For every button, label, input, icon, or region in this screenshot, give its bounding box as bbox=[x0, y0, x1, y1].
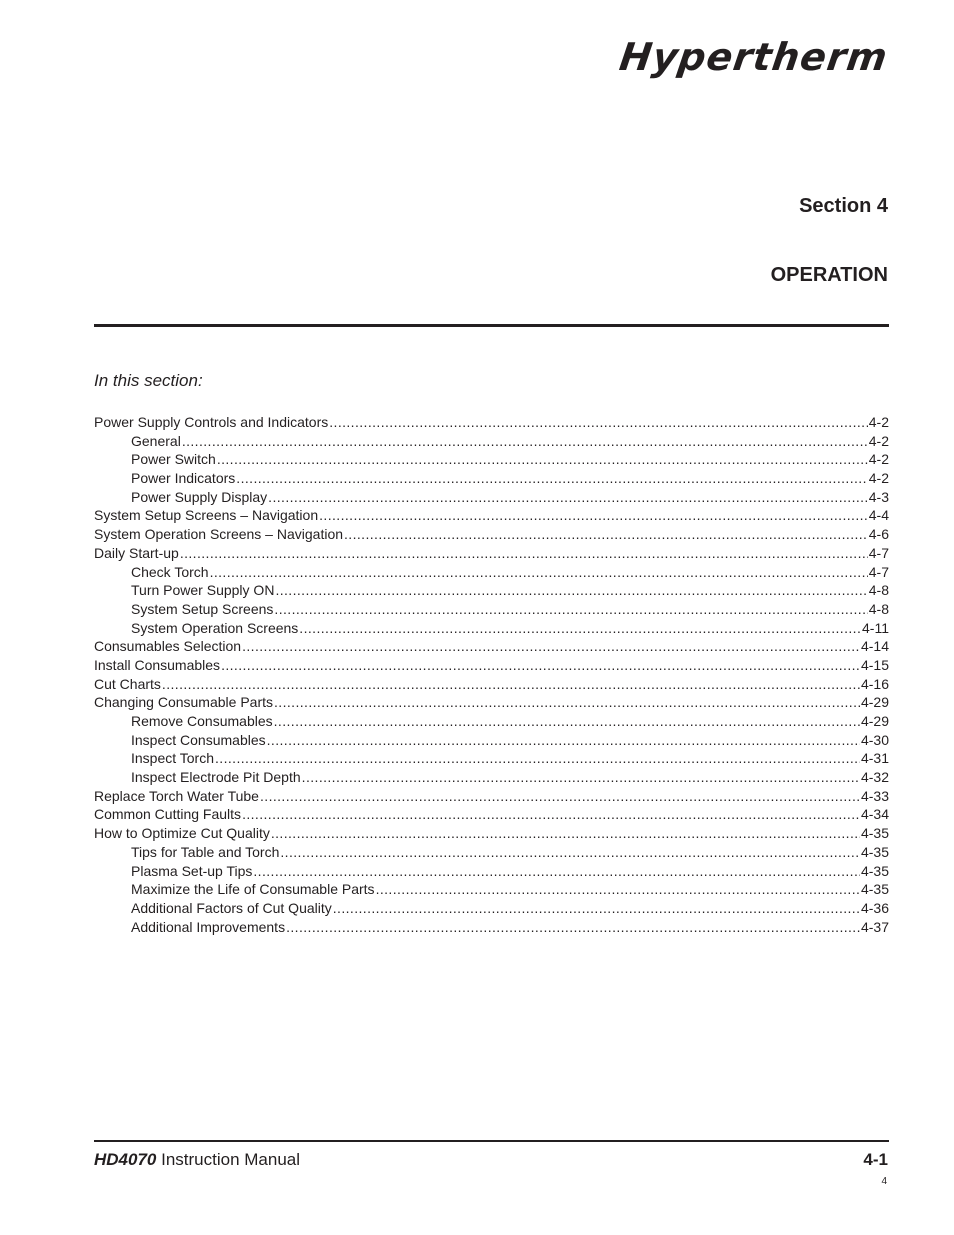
toc-entry-page: 4-7 bbox=[868, 563, 889, 580]
toc-entry-title: Changing Consumable Parts bbox=[94, 694, 273, 711]
toc-leader-dots bbox=[268, 488, 868, 507]
toc-entry-title: Remove Consumables bbox=[131, 713, 273, 729]
toc-entry-title: System Setup Screens bbox=[131, 600, 274, 617]
footer-title bbox=[94, 1150, 300, 1170]
toc-entry[interactable] bbox=[94, 450, 889, 469]
toc-entry-page: 4-16 bbox=[860, 675, 889, 692]
toc-leader-dots bbox=[180, 544, 868, 563]
toc-leader-dots bbox=[344, 525, 868, 544]
toc-entry[interactable] bbox=[94, 918, 889, 937]
toc-leader-dots bbox=[221, 656, 860, 675]
toc-entry-title: Additional Factors of Cut Quality bbox=[131, 899, 332, 916]
toc-entry[interactable] bbox=[94, 432, 889, 451]
toc-entry[interactable] bbox=[94, 675, 889, 694]
toc-entry[interactable] bbox=[94, 805, 889, 824]
toc-entry-page: 4-3 bbox=[868, 488, 889, 505]
toc-leader-dots bbox=[274, 712, 860, 731]
toc-entry[interactable] bbox=[94, 656, 889, 675]
toc-entry-title: Turn Power Supply ON bbox=[131, 582, 275, 599]
toc-entry-title: Power Indicators bbox=[131, 470, 236, 487]
toc-leader-dots bbox=[253, 862, 860, 881]
toc-entry[interactable] bbox=[94, 544, 889, 563]
toc-leader-dots bbox=[376, 880, 860, 899]
toc-leader-dots bbox=[274, 693, 860, 712]
toc-leader-dots bbox=[274, 600, 867, 619]
toc-entry-title: Power Switch bbox=[131, 451, 216, 468]
toc-leader-dots bbox=[182, 432, 868, 451]
toc-entry-page: 4-31 bbox=[860, 750, 889, 767]
toc-entry-page: 4-2 bbox=[868, 432, 889, 449]
toc-entry[interactable] bbox=[94, 488, 889, 507]
toc-entry-title: Check Torch bbox=[131, 563, 209, 580]
toc-entry[interactable] bbox=[94, 824, 889, 843]
toc-leader-dots bbox=[217, 450, 868, 469]
toc-entry-page: 4-32 bbox=[860, 769, 889, 786]
toc-entry-title: Inspect Consumables bbox=[131, 731, 266, 748]
toc-leader-dots bbox=[210, 563, 868, 582]
intro-heading: In this section: bbox=[94, 371, 203, 390]
toc-entry[interactable] bbox=[94, 843, 889, 862]
toc-entry-page: 4-2 bbox=[868, 414, 889, 430]
footer-model: HD4070 bbox=[94, 1150, 157, 1169]
footer-manual: Instruction Manual bbox=[161, 1150, 301, 1169]
footer-divider bbox=[94, 1140, 889, 1142]
chapter-title: OPERATION bbox=[770, 264, 888, 286]
toc-entry[interactable] bbox=[94, 563, 889, 582]
toc-entry-title: Consumables Selection bbox=[94, 638, 242, 655]
toc-leader-dots bbox=[267, 731, 860, 750]
toc-entry-title: Daily Start-up bbox=[94, 544, 179, 561]
toc-entry-page: 4-35 bbox=[860, 843, 889, 860]
toc-entry-page: 4-34 bbox=[860, 806, 889, 823]
toc-entry-page: 4-35 bbox=[860, 862, 889, 879]
toc-entry[interactable] bbox=[94, 506, 889, 525]
toc-entry-page: 4-30 bbox=[860, 731, 889, 748]
page-index: 4 bbox=[881, 1176, 887, 1187]
toc-entry-title: Maximize the Life of Consumable Parts bbox=[131, 881, 375, 898]
toc-entry-title: Power Supply Controls and Indicators bbox=[94, 414, 329, 430]
toc-entry[interactable] bbox=[94, 768, 889, 787]
toc-leader-dots bbox=[242, 637, 860, 656]
toc-entry[interactable] bbox=[94, 712, 889, 731]
toc-entry-title: Power Supply Display bbox=[131, 488, 268, 505]
toc-leader-dots bbox=[242, 805, 860, 824]
toc-entry-page: 4-8 bbox=[868, 582, 889, 599]
toc-entry-title: Additional Improvements bbox=[131, 918, 286, 935]
toc-leader-dots bbox=[215, 749, 860, 768]
toc-entry[interactable] bbox=[94, 637, 889, 656]
toc-entry-title: Install Consumables bbox=[94, 656, 221, 673]
toc-entry-page: 4-33 bbox=[860, 787, 889, 804]
toc-leader-dots bbox=[333, 899, 860, 918]
toc-entry[interactable] bbox=[94, 525, 889, 544]
toc-leader-dots bbox=[275, 581, 867, 600]
toc-entry-page: 4-29 bbox=[860, 713, 889, 729]
toc-entry-page: 4-29 bbox=[860, 694, 889, 711]
toc-entry[interactable] bbox=[94, 731, 889, 750]
toc-entry[interactable] bbox=[94, 413, 889, 432]
section-label: Section 4 bbox=[799, 195, 888, 217]
toc-leader-dots bbox=[271, 824, 860, 843]
toc-leader-dots bbox=[302, 768, 860, 787]
toc-entry-page: 4-7 bbox=[868, 544, 889, 561]
toc-leader-dots bbox=[236, 469, 867, 488]
toc-entry-page: 4-2 bbox=[868, 451, 889, 468]
toc-entry-page: 4-14 bbox=[860, 638, 889, 655]
toc-entry-title: System Setup Screens – Navigation bbox=[94, 507, 319, 524]
footer-page-number: 4-1 bbox=[863, 1150, 888, 1169]
toc-entry[interactable] bbox=[94, 581, 889, 600]
toc-entry[interactable] bbox=[94, 693, 889, 712]
toc-entry-title: General bbox=[131, 432, 181, 449]
toc-entry-page: 4-6 bbox=[868, 526, 889, 543]
toc-entry-page: 4-2 bbox=[868, 470, 889, 487]
toc-entry-page: 4-8 bbox=[868, 600, 889, 617]
table-of-contents bbox=[94, 413, 889, 936]
toc-entry-page: 4-35 bbox=[860, 825, 889, 842]
toc-entry[interactable] bbox=[94, 787, 889, 806]
toc-leader-dots bbox=[286, 918, 860, 937]
toc-entry-page: 4-37 bbox=[860, 918, 889, 935]
top-divider bbox=[94, 324, 889, 327]
toc-entry-title: System Operation Screens bbox=[131, 619, 299, 636]
toc-leader-dots bbox=[162, 675, 860, 694]
toc-entry-page: 4-35 bbox=[860, 881, 889, 898]
toc-entry[interactable] bbox=[94, 469, 889, 488]
toc-entry[interactable] bbox=[94, 899, 889, 918]
toc-entry-page: 4-4 bbox=[868, 507, 889, 524]
toc-entry-title: How to Optimize Cut Quality bbox=[94, 825, 270, 842]
toc-entry[interactable] bbox=[94, 619, 889, 638]
toc-leader-dots bbox=[319, 506, 868, 525]
toc-entry[interactable] bbox=[94, 880, 889, 899]
toc-entry[interactable] bbox=[94, 600, 889, 619]
toc-entry-title: Plasma Set-up Tips bbox=[131, 862, 253, 879]
toc-entry[interactable] bbox=[94, 749, 889, 768]
toc-entry-page: 4-36 bbox=[860, 899, 889, 916]
toc-leader-dots bbox=[260, 787, 860, 806]
toc-entry-title: Inspect Torch bbox=[131, 750, 215, 767]
toc-entry[interactable] bbox=[94, 862, 889, 881]
toc-entry-title: System Operation Screens – Navigation bbox=[94, 526, 344, 543]
toc-entry-title: Cut Charts bbox=[94, 675, 161, 692]
hypertherm-logo: Hypertherm bbox=[617, 35, 892, 79]
toc-entry-title: Replace Torch Water Tube bbox=[94, 787, 259, 804]
toc-entry-title: Common Cutting Faults bbox=[94, 806, 242, 823]
toc-leader-dots bbox=[299, 619, 861, 638]
toc-entry-title: Tips for Table and Torch bbox=[131, 843, 280, 860]
toc-entry-page: 4-11 bbox=[862, 619, 889, 636]
toc-leader-dots bbox=[280, 843, 860, 862]
toc-entry-page: 4-15 bbox=[860, 656, 889, 673]
toc-leader-dots bbox=[329, 413, 868, 432]
toc-entry-title: Inspect Electrode Pit Depth bbox=[131, 769, 301, 786]
